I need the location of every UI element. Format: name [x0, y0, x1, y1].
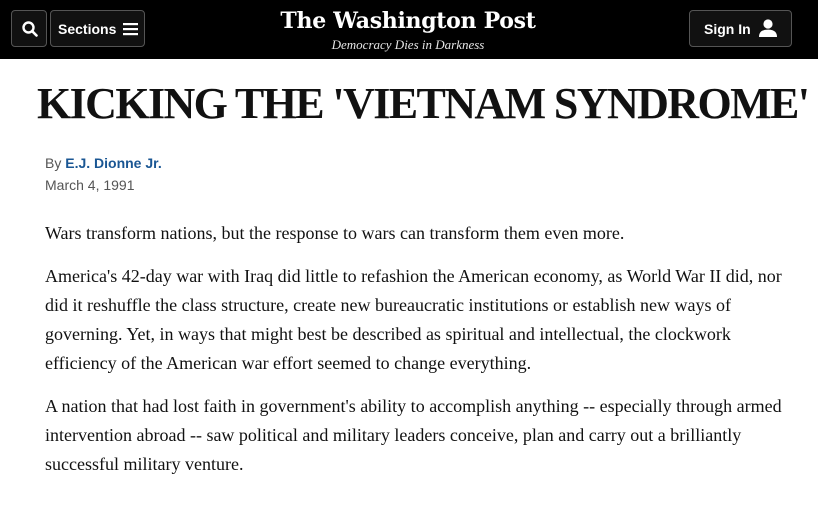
site-logo[interactable]: The Washington Post	[280, 8, 536, 34]
article-headline: KICKING THE 'VIETNAM SYNDROME'	[37, 79, 809, 128]
search-icon	[22, 21, 38, 37]
article-body	[45, 219, 785, 493]
sections-label: Sections	[58, 21, 117, 37]
article-paragraph: America's 42-day war with Iraq did little to refashion the American economy, as World War II did, nor did it reshuffle the class structure, create new bureaucratic institutions or establish new ways of governing. Yet, in ways that might best be described as spiritual and intellectual, the clockwork efficiency of the American war effort seemed to change everything.	[45, 266, 782, 373]
author-link[interactable]: E.J. Dionne Jr.	[65, 155, 162, 171]
sections-button[interactable]	[50, 10, 145, 47]
sign-in-button[interactable]	[689, 10, 792, 47]
article-paragraph: Wars transform nations, but the response to wars can transform them even more.	[45, 223, 625, 243]
article-paragraph: A nation that had lost faith in government's ability to accomplish anything -- especially through armed intervention abroad -- saw political and military leaders conceive, plan and carry out a brilliantly successful military venture.	[45, 396, 782, 474]
user-icon	[757, 17, 779, 39]
top-navigation-bar	[0, 0, 818, 59]
menu-icon	[123, 22, 138, 36]
byline	[45, 155, 162, 171]
publish-date: March 4, 1991	[45, 177, 135, 193]
byline-prefix: By	[45, 155, 62, 171]
search-button[interactable]	[11, 10, 47, 47]
sign-in-label: Sign In	[704, 21, 751, 37]
site-tagline: Democracy Dies in Darkness	[331, 37, 485, 52]
